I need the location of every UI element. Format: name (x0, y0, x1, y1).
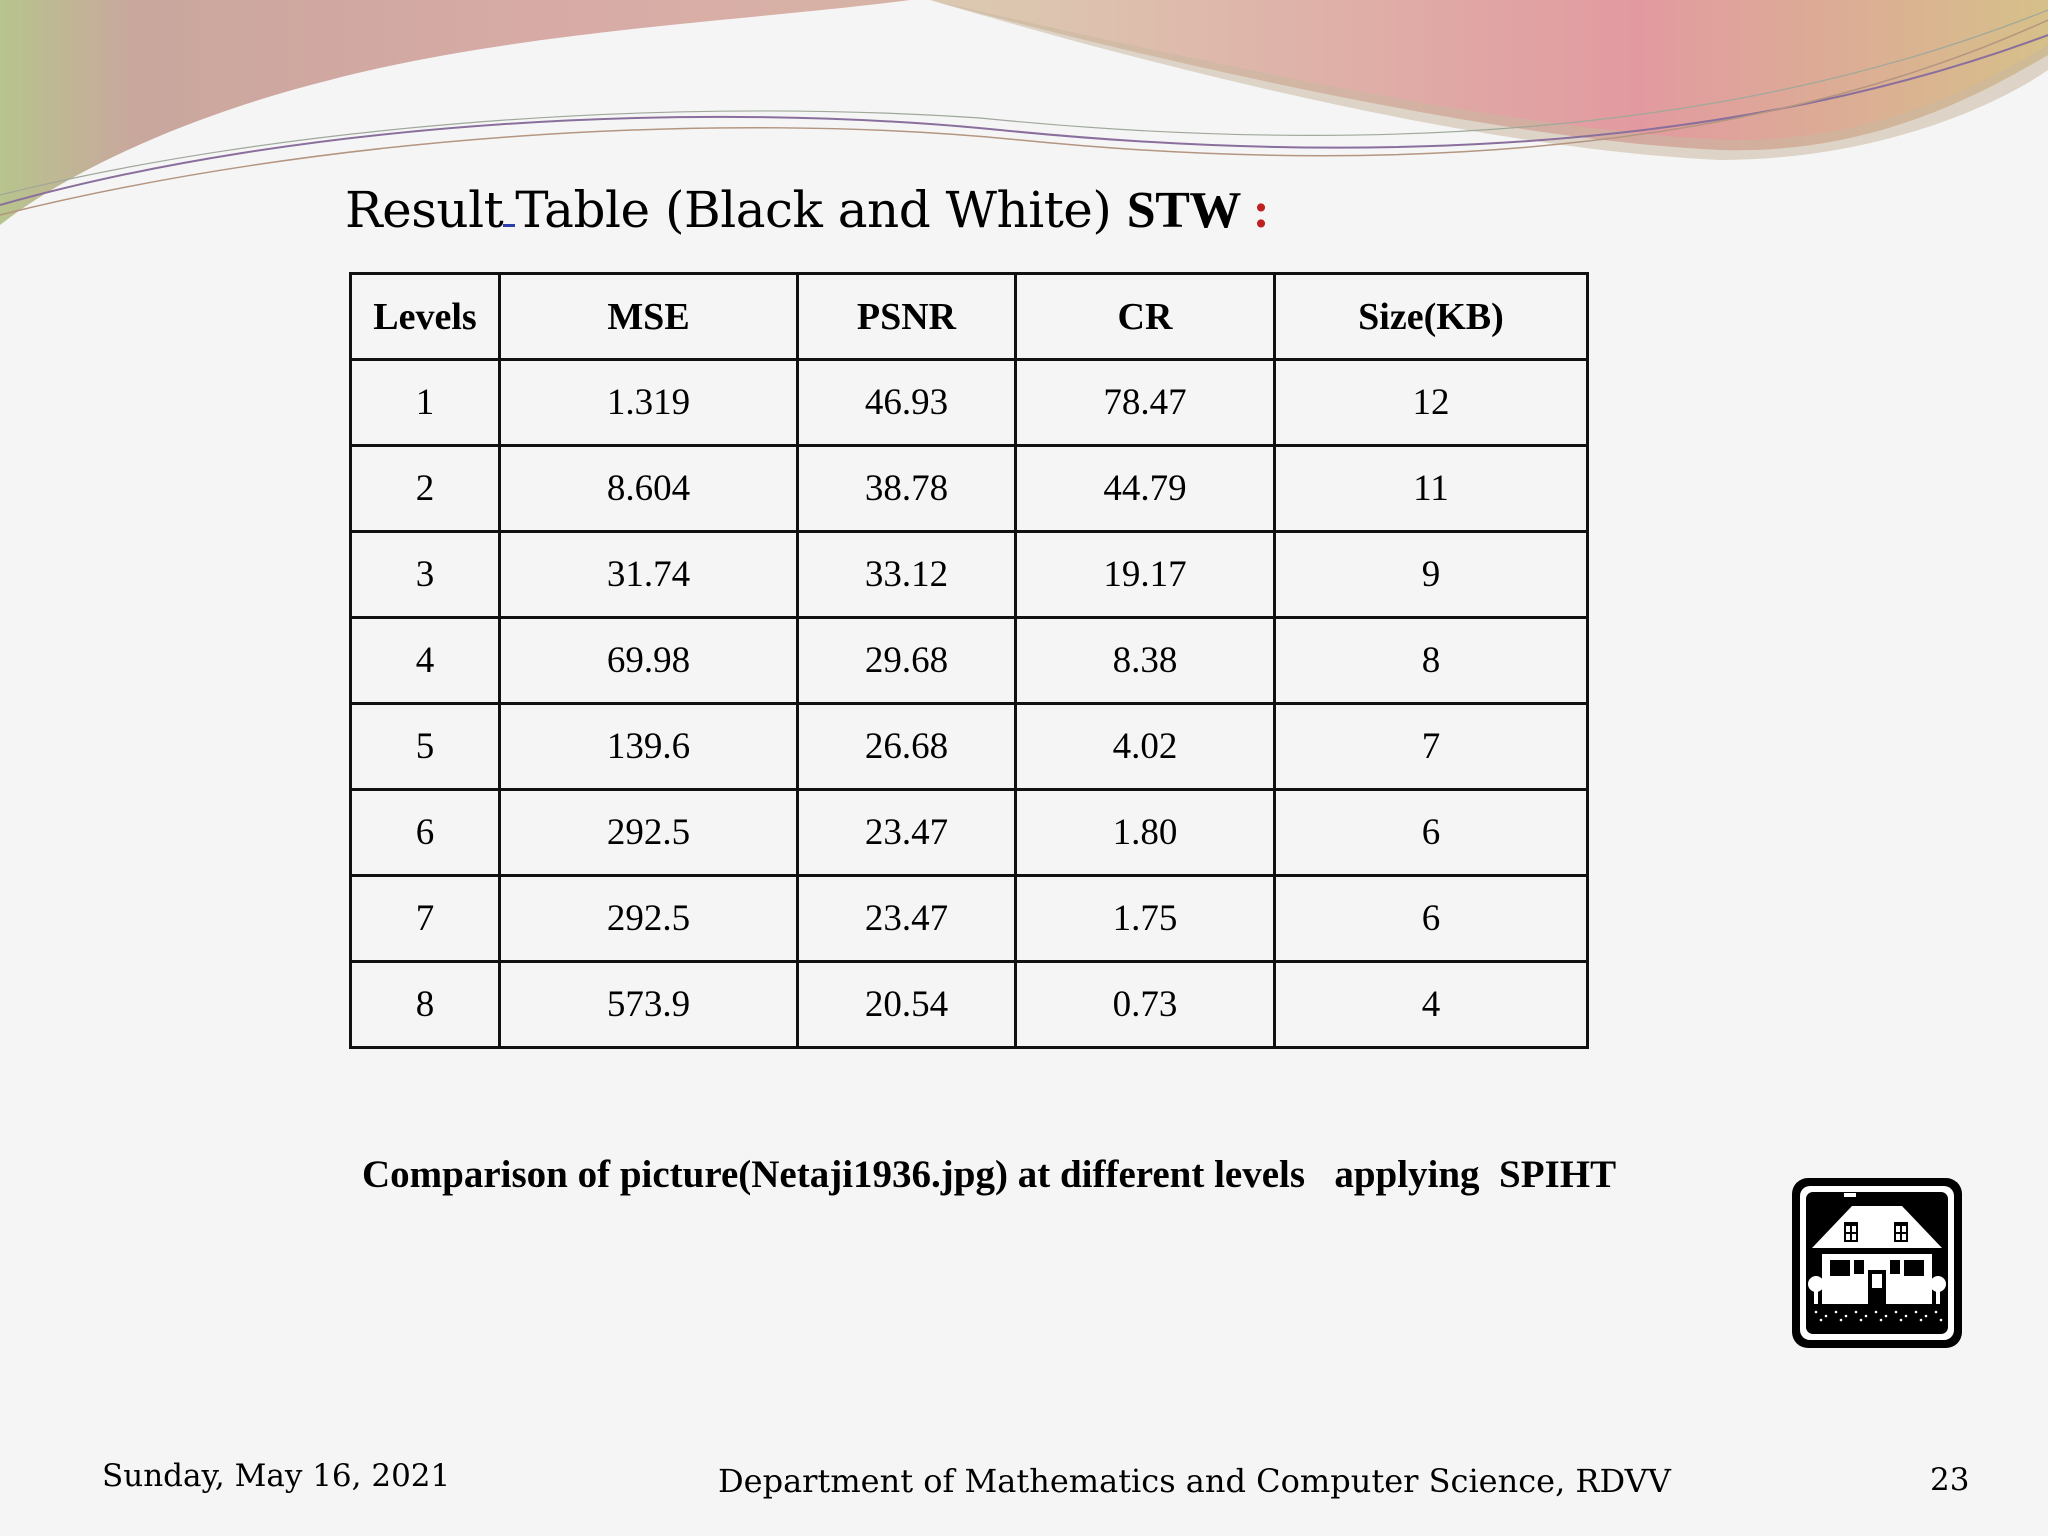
cell-cr: 44.79 (1016, 446, 1275, 532)
cell-size: 12 (1275, 360, 1588, 446)
cell-psnr: 23.47 (798, 876, 1016, 962)
table-row (351, 790, 1588, 876)
footer-date: Sunday, May 16, 2021 (102, 1458, 451, 1494)
cell-mse: 292.5 (500, 790, 798, 876)
cell-size: 6 (1275, 790, 1588, 876)
cell-cr: 78.47 (1016, 360, 1275, 446)
cell-psnr: 33.12 (798, 532, 1016, 618)
title-underscore-separator (503, 188, 515, 227)
cell-level: 5 (351, 704, 500, 790)
table-row (351, 962, 1588, 1048)
title-colon: : (1240, 182, 1270, 238)
slide-title (345, 178, 1269, 243)
table-row (351, 360, 1588, 446)
cell-size: 9 (1275, 532, 1588, 618)
cell-psnr: 23.47 (798, 790, 1016, 876)
table-row (351, 876, 1588, 962)
cell-psnr: 26.68 (798, 704, 1016, 790)
cell-size: 7 (1275, 704, 1588, 790)
header-psnr: PSNR (798, 274, 1016, 360)
cell-size: 6 (1275, 876, 1588, 962)
cell-level: 3 (351, 532, 500, 618)
table-row (351, 532, 1588, 618)
cell-level: 2 (351, 446, 500, 532)
cell-level: 7 (351, 876, 500, 962)
header-size: Size(KB) (1275, 274, 1588, 360)
table-header-row (351, 274, 1588, 360)
cell-psnr: 29.68 (798, 618, 1016, 704)
cell-size: 8 (1275, 618, 1588, 704)
cell-level: 1 (351, 360, 500, 446)
cell-level: 6 (351, 790, 500, 876)
results-table (349, 272, 1589, 1049)
cell-cr: 4.02 (1016, 704, 1275, 790)
cell-mse: 8.604 (500, 446, 798, 532)
cell-mse: 139.6 (500, 704, 798, 790)
cell-psnr: 46.93 (798, 360, 1016, 446)
title-part-table: Table (Black and White) (515, 181, 1127, 239)
cell-level: 4 (351, 618, 500, 704)
cell-mse: 1.319 (500, 360, 798, 446)
cell-mse: 573.9 (500, 962, 798, 1048)
header-levels: Levels (351, 274, 500, 360)
cell-cr: 1.80 (1016, 790, 1275, 876)
cell-cr: 1.75 (1016, 876, 1275, 962)
home-icon (1792, 1178, 1962, 1348)
cell-cr: 19.17 (1016, 532, 1275, 618)
cell-size: 11 (1275, 446, 1588, 532)
cell-psnr: 38.78 (798, 446, 1016, 532)
cell-mse: 292.5 (500, 876, 798, 962)
title-bold-stw: STW (1126, 182, 1241, 239)
page-number: 23 (1930, 1462, 1970, 1498)
title-part-result: Result (345, 181, 504, 239)
cell-level: 8 (351, 962, 500, 1048)
cell-cr: 0.73 (1016, 962, 1275, 1048)
table-caption: Comparison of picture(Netaji1936.jpg) at different levels applying SPIHT (362, 1153, 1617, 1196)
table-row (351, 704, 1588, 790)
cell-mse: 31.74 (500, 532, 798, 618)
header-cr: CR (1016, 274, 1275, 360)
cell-psnr: 20.54 (798, 962, 1016, 1048)
cell-mse: 69.98 (500, 618, 798, 704)
footer-department: Department of Mathematics and Computer Science, RDVV (718, 1462, 1671, 1500)
table-row (351, 446, 1588, 532)
home-button[interactable] (1792, 1178, 1962, 1348)
cell-cr: 8.38 (1016, 618, 1275, 704)
cell-size: 4 (1275, 962, 1588, 1048)
header-mse: MSE (500, 274, 798, 360)
table-row (351, 618, 1588, 704)
